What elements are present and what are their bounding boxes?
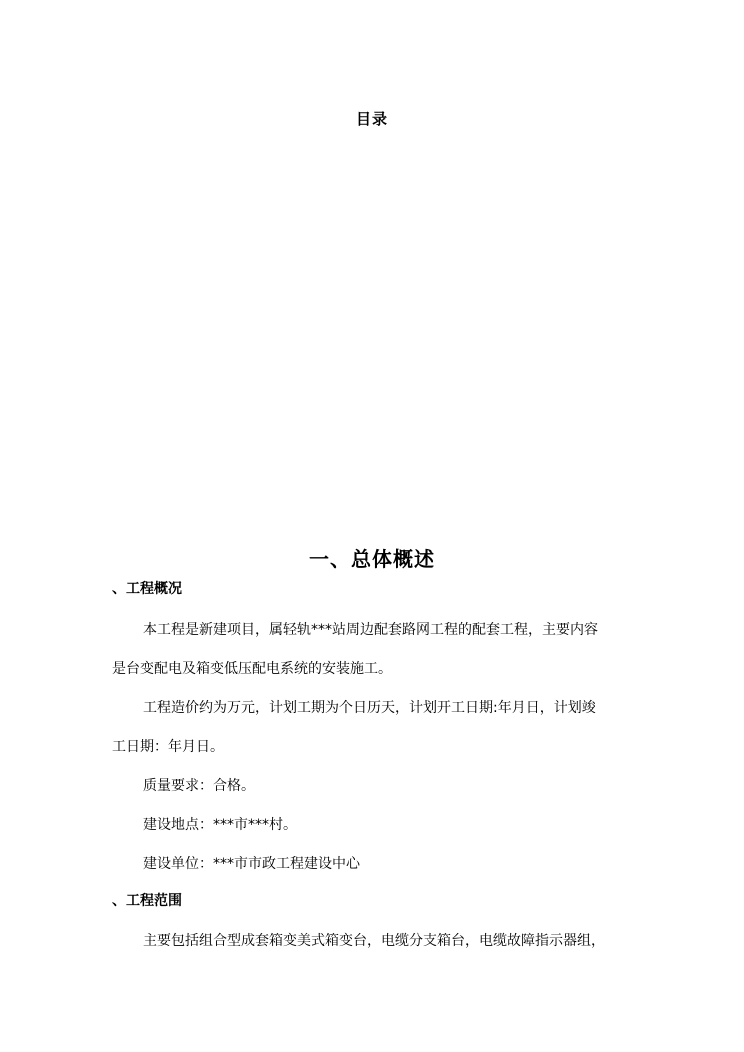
paragraph-line: 工日期：年月日。 — [112, 739, 224, 755]
paragraph-line: 建设地点：***市***村。 — [143, 817, 297, 833]
toc-title: 目录 — [355, 110, 388, 128]
paragraph-line: 质量要求：合格。 — [143, 778, 255, 794]
paragraph-line: 是台变配电及箱变低压配电系统的安装施工。 — [112, 661, 392, 677]
paragraph-line: 建设单位：***市市政工程建设中心 — [143, 856, 360, 872]
chapter-heading: 一、总体概述 — [309, 547, 435, 571]
paragraph-line: 本工程是新建项目，属轻轨***站周边配套路网工程的配套工程，主要内容 — [143, 622, 598, 638]
section-heading-overview: 、工程概况 — [112, 581, 182, 597]
paragraph-line: 主要包括组合型成套箱变美式箱变台，电缆分支箱台，电缆故障指示器组， — [143, 933, 605, 949]
paragraph-line: 工程造价约为万元，计划工期为个日历天，计划开工日期:年月日，计划竣 — [143, 700, 596, 716]
section-heading-scope: 、工程范围 — [112, 893, 182, 909]
